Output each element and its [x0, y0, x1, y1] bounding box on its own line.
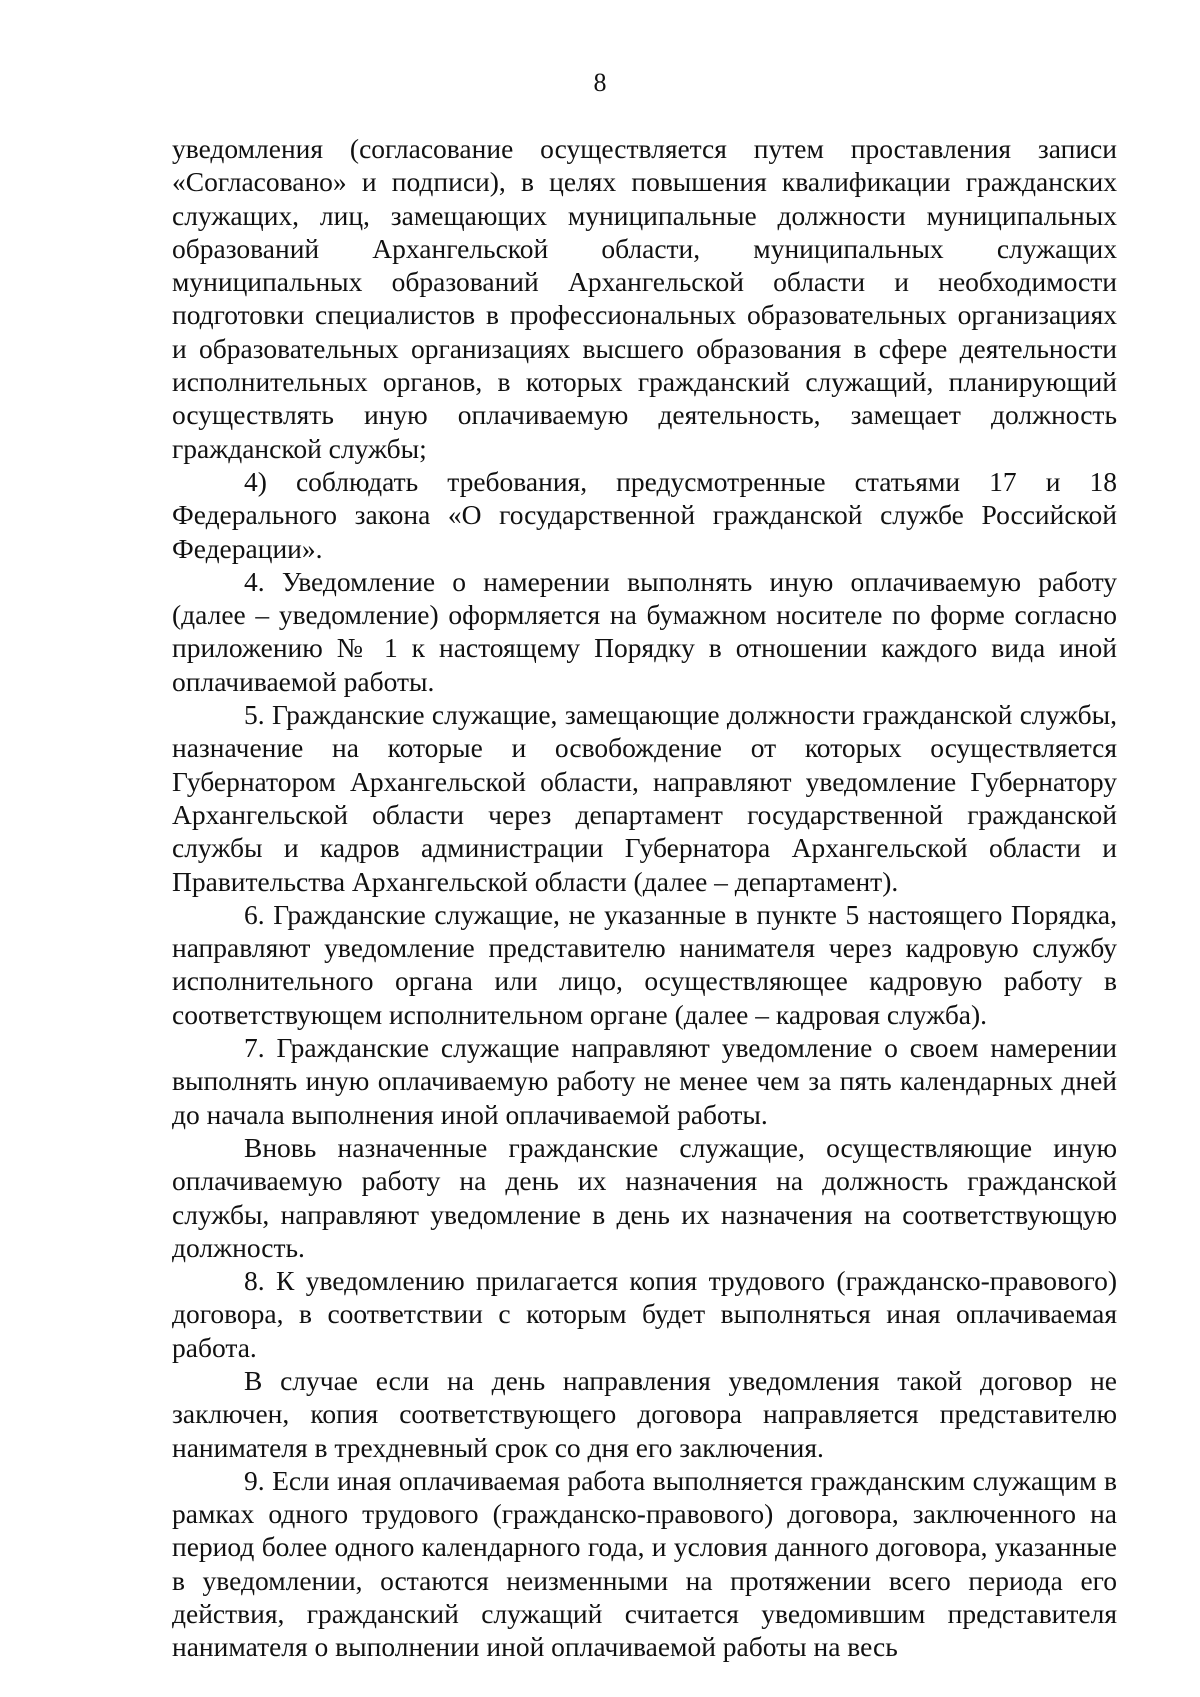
paragraph-subpoint-4: 4) соблюдать требования, предусмотренные статьями 17 и 18 Федерального закона «О государственной гражданской службе Российской Федерации». — [172, 465, 1117, 564]
paragraph-point-8-not-concluded: В случае если на день направления уведомления такой договор не заключен, копия соответствующего договора направляется представителю нанимателя в трехдневный срок со дня его заключения. — [172, 1364, 1117, 1463]
paragraph-point-5: 5. Гражданские служащие, замещающие должности гражданской службы, назначение на которые и освобождение от которых осуществляется Губернатором Архангельской области, направляют уведомление Губернатору Архангельской области через департамент государственной гражданской службы и кадров администрации Губернатора Архангельской области и Правительства Архангельской области (далее – департамент). — [172, 699, 1117, 897]
paragraph-point-8: 8. К уведомлению прилагается копия трудового (гражданско-правового) договора, в соответствии с которым будет выполняться иная оплачиваемая работа. — [172, 1265, 1117, 1363]
paragraph-point-6: 6. Гражданские служащие, не указанные в пункте 5 настоящего Порядка, направляют уведомление представителю нанимателя через кадровую службу исполнительного органа или лицо, осуществляющее кадровую работу в соответствующем исполнительном органе (далее – кадровая служба). — [172, 898, 1117, 1030]
page-number: 8 — [593, 68, 607, 97]
paragraph-point-9: 9. Если иная оплачиваемая работа выполняется гражданским служащим в рамках одного трудового (гражданско-правового) договора, заключенного на период более одного календарного года, и условия данного договора, указанные в уведомлении, остаются неизменными на протяжении всего периода его действия, гражданский служащий считается уведомившим представителя нанимателя о выполнении иной оплачиваемой работы на весь — [172, 1464, 1117, 1663]
document-body — [172, 132, 1117, 1664]
paragraph-point-4: 4. Уведомление о намерении выполнять иную оплачиваемую работу (далее – уведомление) оформляется на бумажном носителе по форме согласно приложению № 1 к настоящему Порядку в отношении каждого вида иной оплачиваемой работы. — [172, 565, 1117, 697]
paragraph-continuation: уведомления (согласование осуществляется путем проставления записи «Согласовано» и подписи), в целях повышения квалификации гражданских служащих, лиц, замещающих муниципальные должности муниципальных образований Архангельской области, муниципальных служащих муниципальных образований Архангельской области и необходимости подготовки специалистов в профессиональных образовательных организациях и образовательных организациях высшего образования в сфере деятельности исполнительных органов, в которых гражданский служащий, планирующий осуществлять иную оплачиваемую деятельность, замещает должность гражданской службы; — [172, 133, 1117, 464]
paragraph-point-7-newly-appointed: Вновь назначенные гражданские служащие, осуществляющие иную оплачиваемую работу на день их назначения на должность гражданской службы, направляют уведомление в день их назначения на соответствующую должность. — [172, 1131, 1117, 1263]
paragraph-point-7: 7. Гражданские служащие направляют уведомление о своем намерении выполнять иную оплачиваемую работу не менее чем за пять календарных дней до начала выполнения иной оплачиваемой работы. — [172, 1032, 1117, 1130]
